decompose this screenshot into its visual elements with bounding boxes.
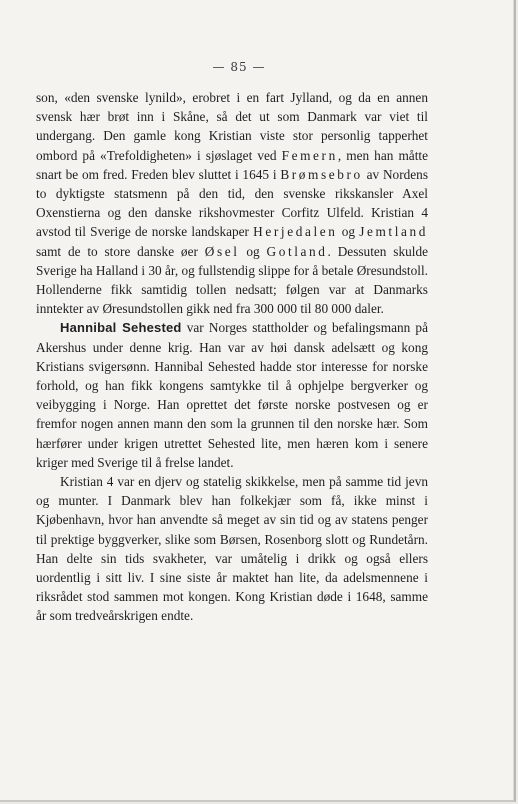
place-jemtland: Jemtland: [359, 224, 428, 240]
paragraph-1-text-e: samt de to store danske øer: [36, 243, 205, 259]
paragraph-2-heading: Hannibal Sehested: [60, 320, 182, 336]
body-text: [36, 88, 428, 626]
paragraph-1-text-d: og: [337, 224, 360, 240]
place-femern: Femern: [281, 147, 338, 163]
paragraph-1-text-b: , men han måtte snart be om fred. Freden blev sluttet i 1645 i: [36, 147, 428, 182]
paragraph-2: [36, 318, 428, 472]
paragraph-1: [36, 88, 428, 318]
place-gotland: Gotland: [266, 243, 328, 259]
paragraph-3: [36, 472, 428, 626]
place-bromsebro: Brømsebro: [280, 166, 363, 182]
paragraph-3-text: Kristian 4 var en djerv og statelig skikkelse, men på samme tid jevn og munter. I Danmark blev han folkekjær som få, ikke minst i Kjøbenhavn, hvor han anvendte så meget av sin tid og av statens penger til prektige byggverker, slike som Børsen, Rosenborg slott og Rundetårn. Han delte sin tids svakheter, var umåtelig i drikk og også ellers uordentlig i sitt liv. I sine siste år maktet han lite, da adelsmennene i riksrådet stod sammen mot kongen. Kong Kristian døde i 1648, samme år som tredveårskrigen endte.: [36, 474, 428, 624]
page-number: — 85 —: [212, 60, 266, 74]
paragraph-1-text-c: av Nordens to dyktigste statsmenn på den tid, den svenske rikskansler Axel Oxenstierna og den danske rikshovmester Corfitz Ulfeld. Kristian 4 avstod til Sverige de norske landskaper: [36, 166, 428, 240]
paragraph-2-text: var Norges stattholder og befalingsmann på Akershus under denne krig. Han var av høi dansk adelsætt og kong Kristians svigersønn. Hannibal Sehested hadde stor interesse for norske forhold, og han fikk kongens samtykke til å ophjelpe bergverker og veibygging i Norge. Han oprettet det første norske postvesen og er fremfor nogen annen mann den som la grunnen til den norske hær. Som hærfører under krigen utrettet Sehested lite, men hæren kom i senere kriger med Sverige til å frelse landet.: [36, 320, 428, 470]
paragraph-1-text-g: . Dessuten skulde Sverige ha Halland i 30 år, og fullstendig slippe for å betale Øresundstoll. Hollenderne fikk samtidig tollen nedsatt; følgen var at Danmarks inntekter av Øresundstollen gikk ned fra 300 000 til 80 000 daler.: [36, 243, 428, 317]
paragraph-1-text-f: og: [239, 243, 267, 259]
place-osel: Øsel: [204, 243, 240, 259]
place-herjedalen: Herjedalen: [253, 224, 338, 240]
paragraph-1-text-a: son, «den svenske lynild», erobret i en fart Jylland, og da en annen svensk hær brøt inn i Skåne, så det ut som Danmark var viet til undergang. Den gamle kong Kristian viste stor personlig tapperhet ombord på «Trefoldigheten» i sjøslaget ved: [36, 90, 428, 163]
